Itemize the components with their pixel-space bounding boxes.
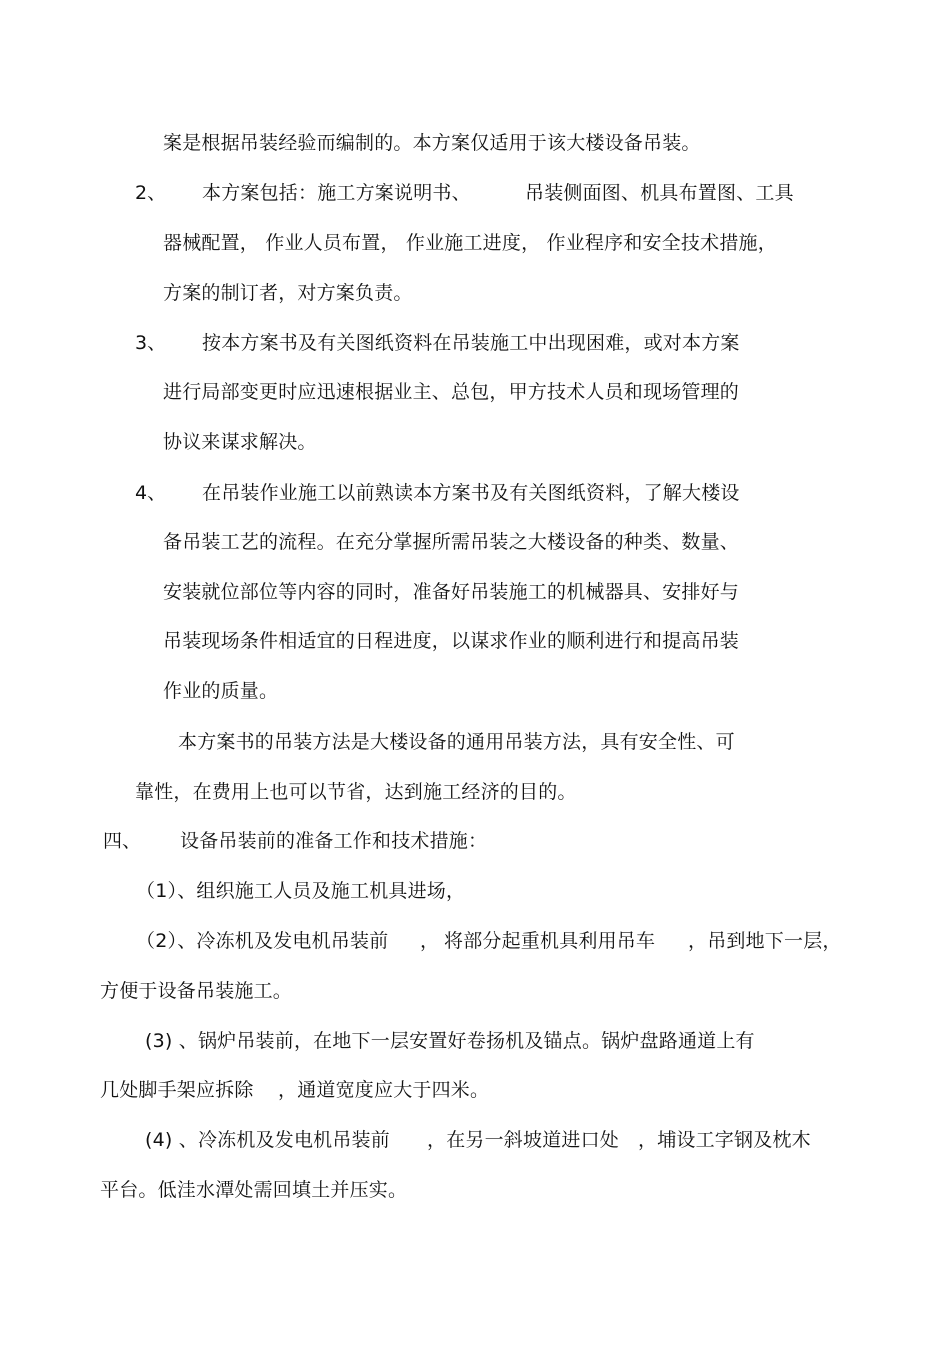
- text-line: (3) 、锅炉吊装前，在地下一层安置好卷扬机及锚点。锅炉盘路通道上有: [145, 1030, 755, 1052]
- text-line: 靠性，在费用上也可以节省，达到施工经济的目的。: [135, 781, 577, 803]
- item-number: 2、: [135, 182, 167, 204]
- section-heading: 设备吊装前的准备工作和技术措施：: [180, 830, 488, 852]
- text-line: 本方案包括：施工方案说明书、: [202, 182, 471, 204]
- text-line: （1）、组织施工人员及施工机具进场，: [136, 880, 466, 902]
- text-line: 协议来谋求解决。: [163, 431, 317, 453]
- section-number: 四、: [103, 830, 142, 852]
- text-line: ，在另一斜坡道进口处: [427, 1129, 620, 1151]
- text-line: ，埔设工字钢及枕木: [638, 1129, 811, 1151]
- item-number: 4、: [135, 482, 167, 504]
- text-line: 安装就位部位等内容的同时，准备好吊装施工的机械器具、安排好与: [163, 581, 740, 603]
- text-line: 吊装侧面图、机具布置图、工具: [525, 182, 794, 204]
- text-line: 方案的制订者，对方案负责。: [163, 282, 413, 304]
- text-line: 按本方案书及有关图纸资料在吊装施工中出现困难，或对本方案: [202, 332, 740, 354]
- text-line: 平台。低洼水潭处需回填土并压实。: [100, 1179, 408, 1201]
- text-line: ，吊到地下一层，: [688, 930, 842, 952]
- text-line: 几处脚手架应拆除: [100, 1079, 254, 1101]
- text-line: 器械配置， 作业人员布置， 作业施工进度， 作业程序和安全技术措施，: [163, 232, 777, 254]
- text-line: ，通道宽度应大于四米。: [278, 1079, 490, 1101]
- text-line: 进行局部变更时应迅速根据业主、总包，甲方技术人员和现场管理的: [163, 381, 740, 403]
- text-line: 案是根据吊装经验而编制的。本方案仅适用于该大楼设备吊装。: [163, 132, 701, 154]
- text-line: （2）、冷冻机及发电机吊装前: [136, 930, 389, 952]
- text-line: 方便于设备吊装施工。: [100, 980, 293, 1002]
- text-line: ，: [420, 930, 440, 952]
- text-line: 本方案书的吊装方法是大楼设备的通用吊装方法，具有安全性、可: [178, 731, 735, 753]
- text-line: 作业的质量。: [163, 680, 279, 702]
- text-line: 将部分起重机具利用吊车: [444, 930, 656, 952]
- text-line: 吊装现场条件相适宜的日程进度，以谋求作业的顺利进行和提高吊装: [163, 630, 740, 652]
- text-line: 备吊装工艺的流程。在充分掌握所需吊装之大楼设备的种类、数量、: [163, 531, 740, 553]
- text-line: 在吊装作业施工以前熟读本方案书及有关图纸资料，了解大楼设: [202, 482, 740, 504]
- text-line: (4) 、冷冻机及发电机吊装前: [145, 1129, 390, 1151]
- item-number: 3、: [135, 332, 167, 354]
